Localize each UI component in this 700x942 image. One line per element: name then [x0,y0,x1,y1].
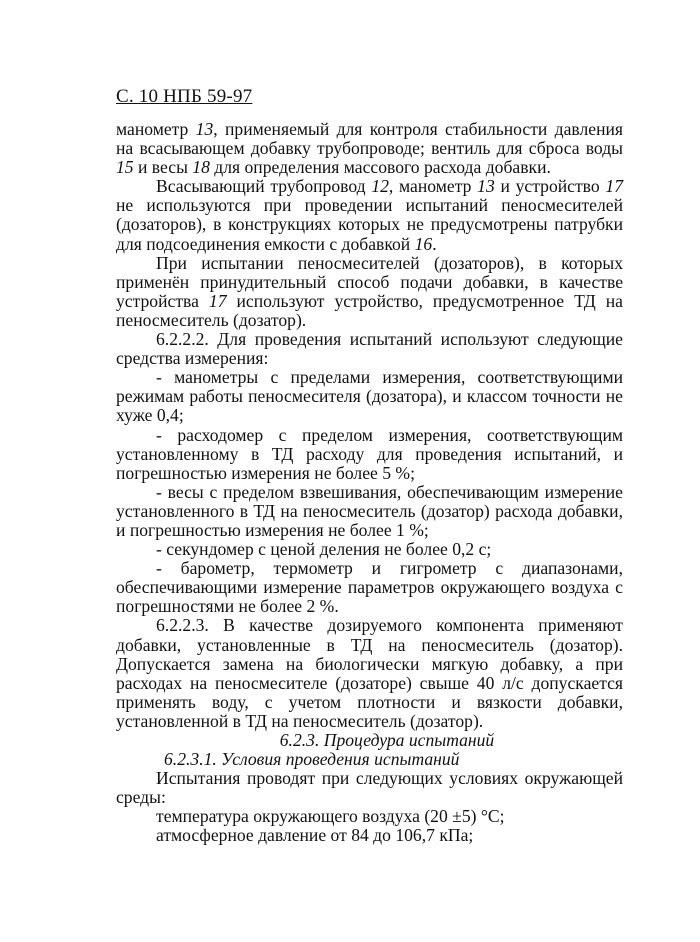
paragraph: Всасывающий трубопровод 12, манометр 13 и устройство 17 не используются при проведении испытаний пеносмесителей (дозаторов), в конструкциях которых не предусмотрены патрубки для подсоединения емкости с добавкой 16. [116,176,623,254]
list-item: - секундомер с ценой деления не более 0,2 с; [156,539,492,560]
list-item: - манометры с пределами измерения, соответствующими режимам работы пеносмесителя (дозатора), и классом точности не хуже 0,4; [116,367,623,426]
list-item: температура окружающего воздуха (20 ±5) °С; [156,806,505,827]
list-item: - барометр, термометр и гигрометр с диапазонами, обеспечивающими измерение параметров окружающего воздуха с погрешностями не более 2 %. [116,558,623,617]
page-header: С. 10 НПБ 59-97 [116,86,253,107]
document-body [116,120,623,846]
paragraph: 6.2.2.2. Для проведения испытаний используют следующие средства измерения: [116,329,623,369]
list-item: атмосферное давление от 84 до 106,7 кПа; [156,825,474,846]
paragraph: При испытании пеносмесителей (дозаторов), в которых применён принудительный способ подачи добавки, в качестве устройства 17 используют устройство, предусмотренное ТД на пеносмеситель (дозатор). [116,252,623,330]
paragraph: 6.2.2.3. В качестве дозируемого компонента применяют добавки, установленные в ТД на пеносмеситель (дозатор). Допускается замена на биологически мягкую добавку, а при расходах на пеносмесителе (дозаторе) свыше 40 л/с допускается применять воду, с учетом плотности и вязкости добавки, установленной в ТД на пеносмеситель (дозатор). [116,615,623,731]
section-heading: 6.2.3. Процедура испытаний [279,730,495,750]
paragraph: Испытания проводят при следующих условиях окружающей среды: [116,768,623,808]
paragraph: манометр 13, применяемый для контроля стабильности давления на всасывающем добавку трубопроводе; вентиль для сброса воды 15 и весы 18 для определения массового расхода добавки. [116,119,623,178]
list-item: - расходомер с пределом измерения, соответствующим установленному в ТД расходу для проведения испытаний, и погрешностью измерения не более 5 %; [116,424,623,483]
subsection-heading: 6.2.3.1. Условия проведения испытаний [164,749,460,770]
list-item: - весы с пределом взвешивания, обеспечивающим измерение установленного в ТД на пеносмеситель (дозатор) расхода добавки, и погрешностью измерения не более 1 %; [116,481,623,540]
